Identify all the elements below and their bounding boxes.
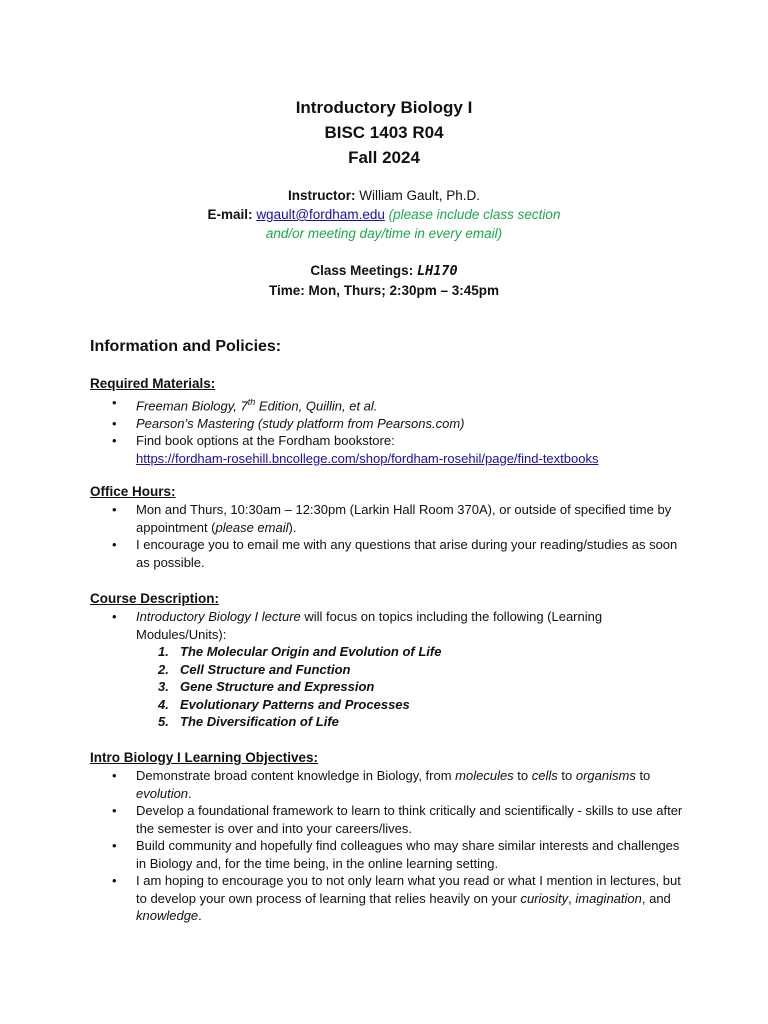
bullet: • bbox=[112, 768, 117, 783]
email-note-cont: and/or meeting day/time in every email) bbox=[265, 226, 503, 241]
list-item bbox=[90, 394, 690, 415]
objective-text: the semester is over and into your careers/lives. bbox=[136, 820, 413, 836]
bullet: • bbox=[112, 502, 117, 517]
list-item bbox=[90, 415, 690, 433]
bullet: • bbox=[112, 873, 117, 888]
objective-emphasis: cells bbox=[531, 768, 558, 783]
time-line: Time: Mon, Thurs; 2:30pm – 3:45pm bbox=[268, 283, 500, 298]
edition-superscript: th bbox=[247, 397, 256, 407]
email-link[interactable]: wgault@fordham.edu bbox=[256, 207, 385, 222]
objective-text: , and bbox=[641, 890, 671, 906]
list-item bbox=[90, 837, 690, 872]
office-hours-text: ). bbox=[288, 519, 297, 535]
objective-emphasis: organisms bbox=[575, 768, 636, 783]
objective-emphasis: molecules bbox=[455, 768, 514, 783]
objective-text: . bbox=[188, 785, 192, 801]
course-description-italic: Introductory Biology I lecture bbox=[136, 609, 301, 624]
office-hours-text: I encourage you to email me with any questions that arise during your reading/studies as soon bbox=[136, 537, 678, 552]
bullet: • bbox=[112, 433, 117, 449]
module-number: 3. bbox=[158, 679, 169, 694]
info-heading: Information and Policies: bbox=[90, 338, 282, 355]
objective-emphasis: curiosity bbox=[520, 890, 569, 906]
objective-text: . bbox=[198, 908, 202, 923]
required-materials-heading: Required Materials: bbox=[90, 376, 216, 391]
list-item bbox=[90, 802, 690, 837]
bookstore-link[interactable]: https://fordham-rosehill.bncollege.com/shop/fordham-rosehil/page/find-textbooks bbox=[136, 450, 599, 466]
objective-text: , bbox=[568, 890, 576, 906]
meetings-line bbox=[0, 261, 768, 281]
module-item bbox=[136, 713, 690, 731]
module-item bbox=[136, 678, 690, 696]
course-term: Fall 2024 bbox=[348, 148, 420, 167]
office-hours-list bbox=[90, 501, 690, 571]
bullet: • bbox=[112, 609, 117, 624]
textbook-title: Freeman Biology, 7 bbox=[136, 398, 248, 414]
objective-text: to develop your own process of learning that relies heavily on your bbox=[136, 890, 521, 906]
module-number: 5. bbox=[158, 714, 169, 729]
course-description-text: will focus on topics including the following (Learning bbox=[300, 609, 603, 624]
objective-text: I am hoping to encourage you to not only learn what you read or what I mention in lectures, but bbox=[136, 873, 681, 888]
objective-text: Build community and hopefully find colleagues who may share similar interests and challenges bbox=[136, 838, 680, 853]
module-number: 2. bbox=[158, 661, 169, 677]
objective-text: to bbox=[635, 768, 651, 783]
objective-text: to bbox=[513, 768, 532, 783]
meetings-room: LH170 bbox=[416, 263, 458, 279]
list-item bbox=[90, 536, 690, 571]
email-label: E-mail: bbox=[207, 207, 253, 222]
objective-emphasis: imagination bbox=[575, 890, 642, 906]
list-item bbox=[90, 872, 690, 925]
instructor-name: William Gault, Ph.D. bbox=[359, 188, 481, 203]
office-hours-email-note: please email bbox=[215, 519, 289, 535]
course-code: BISC 1403 R04 bbox=[324, 123, 444, 142]
list-item bbox=[90, 767, 690, 802]
bullet: • bbox=[112, 415, 117, 431]
module-title: Cell Structure and Function bbox=[180, 661, 351, 677]
module-item bbox=[136, 643, 690, 661]
office-hours-text: as possible. bbox=[136, 554, 205, 570]
email-note: (please include class section bbox=[388, 207, 561, 222]
email-line bbox=[0, 205, 768, 224]
course-title: Introductory Biology I bbox=[295, 98, 473, 117]
modules-list bbox=[136, 643, 690, 731]
objectives-heading: Intro Biology I Learning Objectives: bbox=[90, 750, 319, 765]
module-number: 4. bbox=[158, 696, 169, 712]
objective-emphasis: evolution bbox=[136, 785, 189, 801]
bullet: • bbox=[112, 537, 117, 552]
textbook-edition: Edition, Quillin, et al. bbox=[255, 398, 378, 414]
module-title: The Molecular Origin and Evolution of Life bbox=[180, 644, 442, 659]
course-description-text: Modules/Units): bbox=[136, 626, 227, 642]
course-description-heading: Course Description: bbox=[90, 591, 220, 606]
bullet: • bbox=[112, 838, 117, 853]
module-item bbox=[136, 696, 690, 714]
office-hours-text: Mon and Thurs, 10:30am – 12:30pm (Larkin Hall Room 370A), or outside of specified time by bbox=[136, 502, 672, 517]
office-hours-text: appointment ( bbox=[136, 519, 216, 535]
objective-emphasis: knowledge bbox=[136, 908, 199, 923]
objective-text: Demonstrate broad content knowledge in Biology, from bbox=[136, 768, 456, 783]
objective-text: Develop a foundational framework to learn to think critically and scientifically - skills to use after bbox=[136, 803, 683, 818]
bullet: • bbox=[112, 803, 117, 818]
module-title: Evolutionary Patterns and Processes bbox=[180, 696, 410, 712]
objective-text: in Biology and, for the time being, in the online learning setting. bbox=[136, 855, 499, 871]
instructor-line bbox=[0, 186, 768, 205]
list-item bbox=[90, 501, 690, 536]
mastering-platform: Pearson’s Mastering (study platform from Pearsons.com) bbox=[136, 415, 465, 431]
meetings-label: Class Meetings: bbox=[310, 263, 414, 278]
module-title: The Diversification of Life bbox=[180, 714, 339, 729]
list-item bbox=[90, 432, 690, 467]
objectives-list bbox=[90, 767, 690, 925]
module-number: 1. bbox=[158, 644, 169, 659]
instructor-label: Instructor: bbox=[287, 188, 356, 203]
bullet: • bbox=[112, 395, 117, 410]
list-item bbox=[90, 608, 690, 731]
module-title: Gene Structure and Expression bbox=[180, 679, 375, 694]
course-description-list bbox=[90, 608, 690, 731]
module-item bbox=[136, 661, 690, 679]
objective-text: to bbox=[557, 768, 576, 783]
required-materials-list bbox=[90, 394, 690, 467]
office-hours-heading: Office Hours: bbox=[90, 484, 176, 499]
bookstore-text: Find book options at the Fordham bookstore: bbox=[136, 433, 395, 449]
